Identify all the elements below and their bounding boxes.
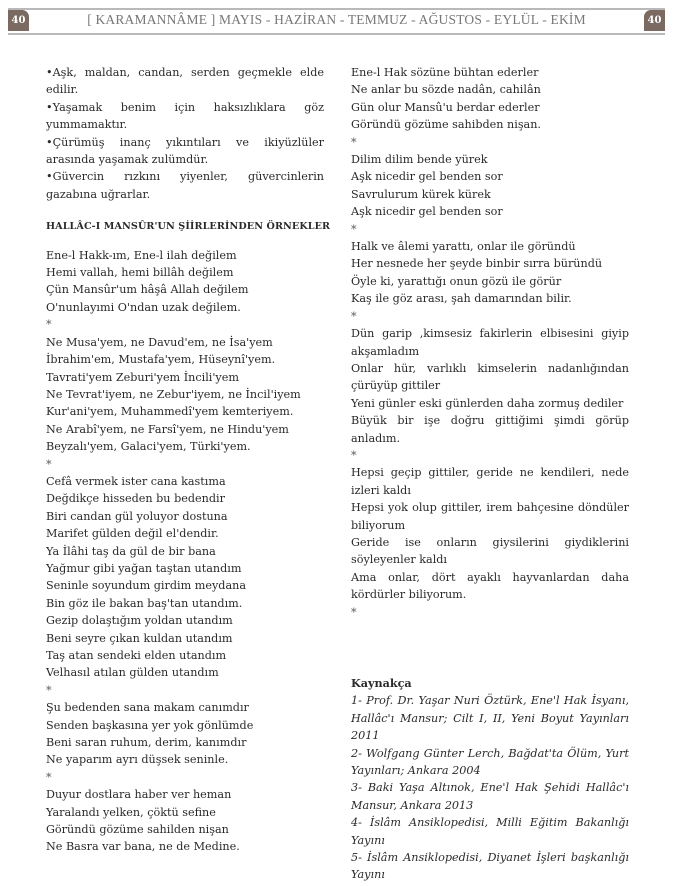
- poem-line: Beni saran ruhum, derim, kanımdır: [46, 736, 247, 750]
- poem-line: Biri candan gül yoluyor dostuna: [46, 509, 228, 523]
- right-column: [351, 64, 629, 884]
- poem-line: Tavrati'yem Zeburi'yem İncili'yem: [46, 370, 239, 384]
- poem-line: Cefâ vermek ister cana kastıma: [46, 474, 226, 488]
- poem-line: Şu bedenden sana makam canımdır: [46, 701, 249, 715]
- poem-stanzas-left: [46, 247, 324, 856]
- poem-line: Yaralandı yelken, çöktü sefine: [46, 805, 216, 819]
- bullet-item: •Yaşamak benim için haksızlıklara göz yummamaktır.: [46, 100, 324, 132]
- header-title: [ KARAMANNÂME ] MAYIS - HAZİRAN - TEMMUZ - AĞUSTOS - EYLÜL - EKİM: [87, 12, 586, 27]
- reference-item: 1- Prof. Dr. Yaşar Nuri Öztürk, Ene'l Hak İsyanı, Hallâc'ı Mansur; Cilt I, II, Yeni Boyut Yayınları 2011: [351, 694, 629, 743]
- poem-line: Aşk nicedir gel benden sor: [351, 170, 503, 184]
- left-column: [46, 64, 331, 856]
- poem-line: Her nesnede her şeyde binbir sırra büründü: [351, 257, 603, 271]
- poem-line: Beyzalı'yem, Galaci'yem, Türki'yem.: [46, 440, 251, 454]
- bullet-item: •Çürümüş inanç yıkıntıları ve ikiyüzlüler arasında yaşamak zulümdür.: [46, 135, 324, 167]
- reference-item: 2- Wolfgang Günter Lerch, Bağdat'ta Ölüm, Yurt Yayınları; Ankara 2004: [351, 746, 629, 778]
- poem-line: Büyük bir işe doğru gittiğimi şimdi görüp anladım.: [351, 414, 629, 445]
- poem-line: Yeni günler eski günlerden daha zormuş dediler: [351, 396, 624, 410]
- poem-line: Öyle ki, yarattığı onun gözü ile görür: [351, 274, 562, 288]
- page-header: [0, 7, 673, 31]
- poem-line: O'nunlayımi O'ndan uzak değilem.: [46, 300, 241, 314]
- poem-line: Ne yaparım ayrı düşsek seninle.: [46, 753, 229, 767]
- poem-line: Seninle soyundum girdim meydana: [46, 579, 247, 593]
- poem-line: Dün garip ,kimsesiz fakirlerin elbisesini giyip akşamladım: [351, 327, 629, 358]
- section-heading: HALLÂC-I MANSÛR'UN ŞİİRLERİNDEN ÖRNEKLER: [46, 221, 331, 233]
- reference-item: 3- Baki Yaşa Altınok, Ene'l Hak Şehidi Hallâc'ı Mansur, Ankara 2013: [351, 781, 629, 812]
- poem-line: Çün Mansûr'um hâşâ Allah değilem: [46, 283, 249, 297]
- poem-line: Değdikçe hisseden bu bedendir: [46, 492, 225, 506]
- poem-line: Kur'ani'yem, Muhammedî'yem kemteriyem.: [46, 405, 294, 419]
- page-number-badge-right: 40: [644, 10, 665, 31]
- poem-line: İbrahim'em, Mustafa'yem, Hüseynî'yem.: [46, 353, 276, 367]
- stanza-separator: *: [351, 605, 357, 619]
- stanza-separator: *: [46, 770, 52, 784]
- poem-line: Kaş ile göz arası, şah damarından bilir.: [351, 292, 572, 306]
- stanza-separator: *: [351, 448, 357, 462]
- stanza-separator: *: [46, 457, 52, 471]
- poem-line: Yağmur gibi yağan taştan utandım: [46, 561, 242, 575]
- poem-line: Velhasıl atılan gülden utandım: [46, 666, 219, 680]
- references-list: [351, 692, 629, 883]
- poem-line: Beni seyre çıkan kuldan utandım: [46, 631, 233, 645]
- reference-item: 5- İslâm Ansiklopedisi, Diyanet İşleri başkanlığı Yayını: [351, 851, 629, 882]
- poem-line: Gün olur Mansû'u berdar ederler: [351, 100, 540, 114]
- poem-line: Onlar hür, varlıklı kimselerin nadanlığından çürüyüp gittiler: [351, 361, 629, 393]
- header-rule-bottom: [8, 33, 665, 35]
- stanza-separator: *: [46, 683, 52, 697]
- poem-line: Hepsi geçip gittiler, geride ne kendileri, nede izleri kaldı: [351, 466, 629, 497]
- poem-line: Ne anlar bu sözde nadân, cahilân: [351, 83, 541, 97]
- poem-line: Ne Basra var bana, ne de Medine.: [46, 840, 240, 854]
- poem-line: Ene-l Hakk-ım, Ene-l ilah değilem: [46, 248, 237, 262]
- poem-line: Göründü gözüme sahilden nişan: [46, 823, 229, 837]
- poem-line: Marifet gülden değil el'dendir.: [46, 527, 219, 541]
- stanza-separator: *: [351, 135, 357, 149]
- bullet-item: •Aşk, maldan, candan, serden geçmekle elde edilir.: [46, 66, 324, 97]
- poem-line: Ne Arabî'yem, ne Farsî'yem, ne Hindu'yem: [46, 422, 289, 436]
- references-title: Kaynakça: [351, 676, 412, 690]
- poem-line: Bin göz ile bakan baş'tan utandım.: [46, 596, 243, 610]
- poem-line: Göründü gözüme sahibden nişan.: [351, 118, 541, 132]
- stanza-separator: *: [46, 318, 52, 332]
- poem-line: Taş atan sendeki elden utandım: [46, 649, 227, 662]
- bullet-item: •Güvercin rızkını yiyenler, güvercinlerin gazabına uğrarlar.: [46, 170, 324, 201]
- reference-item: 4- İslâm Ansiklopedisi, Milli Eğitim Bakanlığı Yayını: [351, 816, 629, 847]
- poem-line: Aşk nicedir gel benden sor: [351, 205, 503, 219]
- page-number-badge-left: 40: [8, 10, 29, 31]
- poem-line: Savrulurum kürek kürek: [351, 187, 491, 201]
- poem-line: Duyur dostlara haber ver heman: [46, 788, 232, 802]
- poem-line: Ne Tevrat'iyem, ne Zebur'iyem, ne İncil'iyem: [46, 387, 301, 401]
- poem-line: Hemi vallah, hemi billâh değilem: [46, 266, 234, 280]
- poem-line: Ene-l Hak sözüne bühtan ederler: [351, 66, 539, 79]
- stanza-separator: *: [351, 309, 357, 323]
- header-rule-top: [8, 8, 665, 10]
- poem-line: Gezip dolaştığım yoldan utandım: [46, 614, 233, 628]
- poem-line: Hepsi yok olup gittiler, irem bahçesine döndüler biliyorum: [351, 501, 629, 532]
- poem-line: Senden başkasına yer yok gönlümde: [46, 718, 254, 732]
- poem-line: Halk ve âlemi yarattı, onlar ile göründü: [351, 240, 576, 254]
- poem-line: Ya İlâhi taş da gül de bir bana: [46, 544, 216, 558]
- poem-line: Dilim dilim bende yürek: [351, 153, 488, 167]
- stanza-separator: *: [351, 222, 357, 236]
- poem-stanzas-right: [351, 64, 629, 621]
- poem-line: Ne Musa'yem, ne Davud'em, ne İsa'yem: [46, 335, 273, 349]
- poem-line: Ama onlar, dört ayaklı hayvanlardan daha kördürler biliyorum.: [351, 570, 629, 602]
- poem-line: Geride ise onların giysilerini giydiklerini söyleyenler kaldı: [351, 535, 629, 567]
